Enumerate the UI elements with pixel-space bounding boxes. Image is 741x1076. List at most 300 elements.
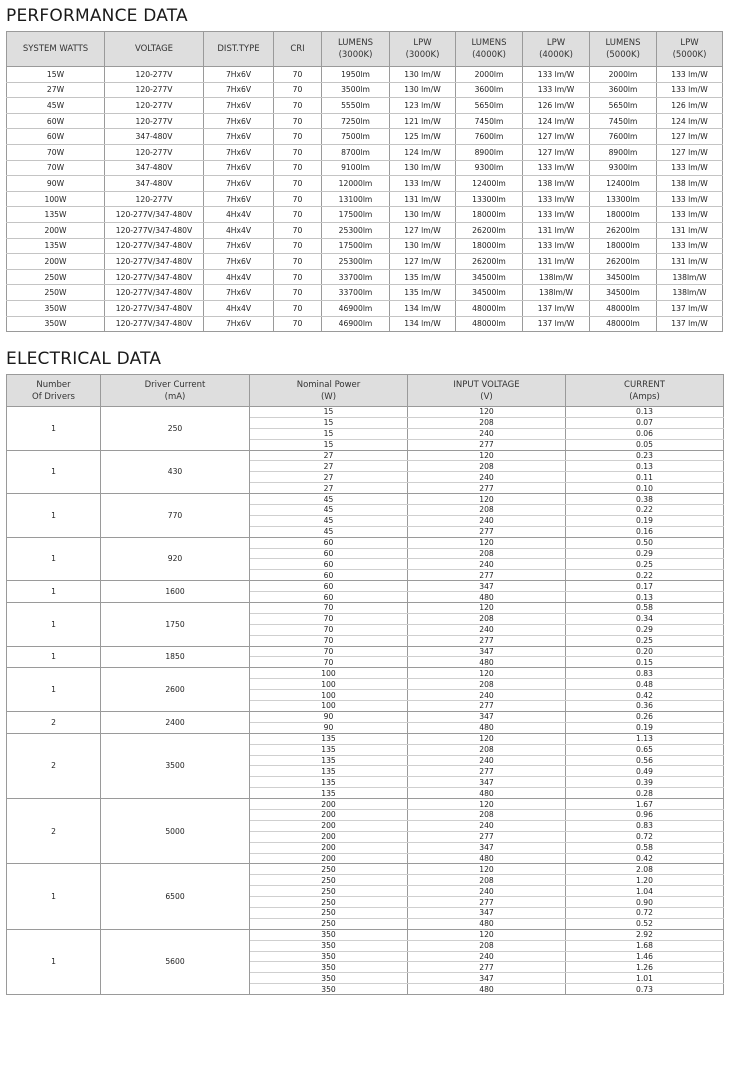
- performance-cell: 135 lm/W: [390, 269, 456, 285]
- performance-header-cell: DIST.TYPE: [204, 32, 274, 67]
- current-amps-cell: 0.06: [566, 428, 724, 439]
- performance-cell: 350W: [7, 316, 105, 332]
- input-voltage-cell: 277: [408, 483, 566, 494]
- performance-cell: 133 lm/W: [657, 207, 723, 223]
- performance-cell: 90W: [7, 176, 105, 192]
- performance-cell: 5550lm: [322, 98, 390, 114]
- performance-cell: 70: [274, 129, 322, 145]
- performance-cell: 7Hx6V: [204, 285, 274, 301]
- performance-row: [7, 113, 723, 129]
- input-voltage-cell: 120: [408, 929, 566, 940]
- performance-cell: 3500lm: [322, 82, 390, 98]
- nominal-power-cell: 15: [250, 439, 408, 450]
- performance-cell: 7Hx6V: [204, 191, 274, 207]
- current-amps-cell: 0.72: [566, 831, 724, 842]
- current-amps-cell: 2.08: [566, 864, 724, 875]
- performance-cell: 34500lm: [590, 285, 657, 301]
- performance-header-cell: LUMENS (5000K): [590, 32, 657, 67]
- electrical-row: [7, 450, 724, 461]
- performance-cell: 4Hx4V: [204, 300, 274, 316]
- current-amps-cell: 1.20: [566, 875, 724, 886]
- performance-cell: 25300lm: [322, 222, 390, 238]
- nominal-power-cell: 135: [250, 755, 408, 766]
- performance-cell: 8900lm: [590, 144, 657, 160]
- performance-header-cell: LUMENS (3000K): [322, 32, 390, 67]
- performance-cell: 9300lm: [590, 160, 657, 176]
- performance-cell: 347-480V: [105, 129, 204, 145]
- input-voltage-cell: 277: [408, 570, 566, 581]
- nominal-power-cell: 15: [250, 407, 408, 418]
- performance-cell: 60W: [7, 129, 105, 145]
- performance-cell: 70: [274, 191, 322, 207]
- current-amps-cell: 0.17: [566, 581, 724, 592]
- nominal-power-cell: 27: [250, 472, 408, 483]
- number-of-drivers-cell: 1: [7, 864, 101, 929]
- performance-cell: 120-277V/347-480V: [105, 222, 204, 238]
- performance-cell: 121 lm/W: [390, 113, 456, 129]
- current-amps-cell: 0.42: [566, 690, 724, 701]
- driver-current-cell: 5600: [101, 929, 250, 994]
- performance-cell: 133 lm/W: [523, 160, 590, 176]
- performance-cell: 135W: [7, 207, 105, 223]
- input-voltage-cell: 347: [408, 581, 566, 592]
- performance-cell: 18000lm: [456, 238, 523, 254]
- performance-cell: 26200lm: [590, 222, 657, 238]
- performance-cell: 133 lm/W: [657, 191, 723, 207]
- nominal-power-cell: 250: [250, 918, 408, 929]
- current-amps-cell: 0.38: [566, 494, 724, 505]
- current-amps-cell: 0.28: [566, 788, 724, 799]
- performance-cell: 250W: [7, 285, 105, 301]
- input-voltage-cell: 120: [408, 450, 566, 461]
- performance-header-cell: LPW (4000K): [523, 32, 590, 67]
- performance-row: [7, 67, 723, 83]
- performance-cell: 48000lm: [456, 316, 523, 332]
- input-voltage-cell: 240: [408, 515, 566, 526]
- number-of-drivers-cell: 1: [7, 668, 101, 712]
- performance-cell: 130 lm/W: [390, 207, 456, 223]
- input-voltage-cell: 208: [408, 505, 566, 516]
- input-voltage-cell: 277: [408, 701, 566, 712]
- performance-cell: 46900lm: [322, 316, 390, 332]
- electrical-row: [7, 537, 724, 548]
- input-voltage-cell: 240: [408, 820, 566, 831]
- input-voltage-cell: 480: [408, 918, 566, 929]
- current-amps-cell: 0.19: [566, 722, 724, 733]
- performance-cell: 130 lm/W: [390, 67, 456, 83]
- performance-cell: 70: [274, 98, 322, 114]
- performance-data-table: [6, 31, 723, 332]
- current-amps-cell: 2.92: [566, 929, 724, 940]
- performance-cell: 34500lm: [456, 269, 523, 285]
- input-voltage-cell: 240: [408, 472, 566, 483]
- current-amps-cell: 0.29: [566, 624, 724, 635]
- performance-cell: 4Hx4V: [204, 269, 274, 285]
- performance-cell: 17500lm: [322, 207, 390, 223]
- input-voltage-cell: 240: [408, 428, 566, 439]
- nominal-power-cell: 90: [250, 722, 408, 733]
- performance-cell: 18000lm: [456, 207, 523, 223]
- performance-cell: 45W: [7, 98, 105, 114]
- performance-cell: 135W: [7, 238, 105, 254]
- electrical-row: [7, 646, 724, 657]
- current-amps-cell: 0.49: [566, 766, 724, 777]
- number-of-drivers-cell: 1: [7, 450, 101, 494]
- performance-cell: 137 lm/W: [657, 300, 723, 316]
- performance-cell: 137 lm/W: [523, 316, 590, 332]
- current-amps-cell: 0.25: [566, 635, 724, 646]
- performance-cell: 26200lm: [456, 254, 523, 270]
- driver-current-cell: 2400: [101, 711, 250, 733]
- electrical-row: [7, 799, 724, 810]
- input-voltage-cell: 240: [408, 690, 566, 701]
- current-amps-cell: 0.50: [566, 537, 724, 548]
- current-amps-cell: 0.25: [566, 559, 724, 570]
- input-voltage-cell: 208: [408, 461, 566, 472]
- performance-cell: 7Hx6V: [204, 98, 274, 114]
- current-amps-cell: 1.46: [566, 951, 724, 962]
- current-amps-cell: 1.26: [566, 962, 724, 973]
- current-amps-cell: 0.13: [566, 407, 724, 418]
- performance-cell: 60W: [7, 113, 105, 129]
- nominal-power-cell: 90: [250, 711, 408, 722]
- nominal-power-cell: 250: [250, 864, 408, 875]
- input-voltage-cell: 208: [408, 548, 566, 559]
- nominal-power-cell: 250: [250, 897, 408, 908]
- performance-cell: 133 lm/W: [523, 67, 590, 83]
- driver-current-cell: 250: [101, 407, 250, 451]
- performance-cell: 130 lm/W: [390, 82, 456, 98]
- input-voltage-cell: 347: [408, 973, 566, 984]
- input-voltage-cell: 347: [408, 711, 566, 722]
- performance-cell: 120-277V/347-480V: [105, 316, 204, 332]
- performance-cell: 125 lm/W: [390, 129, 456, 145]
- performance-cell: 138 lm/W: [523, 176, 590, 192]
- performance-cell: 70: [274, 176, 322, 192]
- nominal-power-cell: 135: [250, 733, 408, 744]
- current-amps-cell: 0.42: [566, 853, 724, 864]
- nominal-power-cell: 70: [250, 624, 408, 635]
- performance-cell: 138lm/W: [523, 269, 590, 285]
- performance-cell: 120-277V/347-480V: [105, 238, 204, 254]
- nominal-power-cell: 200: [250, 831, 408, 842]
- performance-cell: 7600lm: [456, 129, 523, 145]
- performance-cell: 15W: [7, 67, 105, 83]
- performance-cell: 25300lm: [322, 254, 390, 270]
- current-amps-cell: 0.39: [566, 777, 724, 788]
- input-voltage-cell: 240: [408, 559, 566, 570]
- performance-cell: 46900lm: [322, 300, 390, 316]
- nominal-power-cell: 70: [250, 657, 408, 668]
- driver-current-cell: 3500: [101, 733, 250, 798]
- current-amps-cell: 0.96: [566, 809, 724, 820]
- performance-cell: 7450lm: [590, 113, 657, 129]
- nominal-power-cell: 350: [250, 962, 408, 973]
- driver-current-cell: 770: [101, 494, 250, 538]
- performance-cell: 70: [274, 222, 322, 238]
- current-amps-cell: 0.52: [566, 918, 724, 929]
- current-amps-cell: 0.26: [566, 711, 724, 722]
- input-voltage-cell: 120: [408, 537, 566, 548]
- performance-cell: 133 lm/W: [390, 176, 456, 192]
- performance-header-cell: VOLTAGE: [105, 32, 204, 67]
- performance-cell: 70: [274, 316, 322, 332]
- nominal-power-cell: 350: [250, 984, 408, 995]
- performance-cell: 120-277V/347-480V: [105, 269, 204, 285]
- performance-cell: 120-277V: [105, 113, 204, 129]
- performance-cell: 13300lm: [590, 191, 657, 207]
- current-amps-cell: 0.29: [566, 548, 724, 559]
- nominal-power-cell: 60: [250, 559, 408, 570]
- performance-row: [7, 144, 723, 160]
- number-of-drivers-cell: 1: [7, 581, 101, 603]
- number-of-drivers-cell: 2: [7, 733, 101, 798]
- current-amps-cell: 0.22: [566, 505, 724, 516]
- performance-cell: 2000lm: [456, 67, 523, 83]
- nominal-power-cell: 15: [250, 417, 408, 428]
- performance-header-cell: SYSTEM WATTS: [7, 32, 105, 67]
- performance-cell: 13100lm: [322, 191, 390, 207]
- performance-cell: 7Hx6V: [204, 254, 274, 270]
- performance-row: [7, 254, 723, 270]
- performance-cell: 7500lm: [322, 129, 390, 145]
- input-voltage-cell: 208: [408, 613, 566, 624]
- number-of-drivers-cell: 1: [7, 646, 101, 668]
- performance-row: [7, 207, 723, 223]
- performance-cell: 7Hx6V: [204, 129, 274, 145]
- performance-row: [7, 129, 723, 145]
- electrical-header-cell: INPUT VOLTAGE (V): [408, 375, 566, 407]
- input-voltage-cell: 120: [408, 733, 566, 744]
- current-amps-cell: 1.13: [566, 733, 724, 744]
- number-of-drivers-cell: 2: [7, 799, 101, 864]
- current-amps-cell: 0.48: [566, 679, 724, 690]
- nominal-power-cell: 135: [250, 744, 408, 755]
- nominal-power-cell: 60: [250, 581, 408, 592]
- input-voltage-cell: 277: [408, 766, 566, 777]
- performance-cell: 120-277V/347-480V: [105, 254, 204, 270]
- nominal-power-cell: 350: [250, 940, 408, 951]
- performance-cell: 100W: [7, 191, 105, 207]
- performance-cell: 123 lm/W: [390, 98, 456, 114]
- performance-cell: 133 lm/W: [657, 238, 723, 254]
- electrical-row: [7, 603, 724, 614]
- performance-cell: 138lm/W: [657, 269, 723, 285]
- input-voltage-cell: 240: [408, 951, 566, 962]
- performance-cell: 7Hx6V: [204, 176, 274, 192]
- performance-cell: 70W: [7, 160, 105, 176]
- performance-cell: 8700lm: [322, 144, 390, 160]
- electrical-row: [7, 494, 724, 505]
- performance-cell: 127 lm/W: [657, 129, 723, 145]
- nominal-power-cell: 27: [250, 483, 408, 494]
- performance-row: [7, 222, 723, 238]
- input-voltage-cell: 240: [408, 624, 566, 635]
- input-voltage-cell: 480: [408, 788, 566, 799]
- performance-cell: 127 lm/W: [390, 222, 456, 238]
- nominal-power-cell: 135: [250, 777, 408, 788]
- performance-cell: 34500lm: [456, 285, 523, 301]
- performance-cell: 48000lm: [590, 316, 657, 332]
- performance-cell: 347-480V: [105, 176, 204, 192]
- driver-current-cell: 430: [101, 450, 250, 494]
- current-amps-cell: 0.13: [566, 461, 724, 472]
- current-amps-cell: 0.07: [566, 417, 724, 428]
- performance-cell: 120-277V: [105, 144, 204, 160]
- electrical-row: [7, 733, 724, 744]
- performance-cell: 70: [274, 113, 322, 129]
- input-voltage-cell: 208: [408, 875, 566, 886]
- performance-cell: 17500lm: [322, 238, 390, 254]
- current-amps-cell: 1.04: [566, 886, 724, 897]
- input-voltage-cell: 480: [408, 984, 566, 995]
- nominal-power-cell: 200: [250, 809, 408, 820]
- performance-cell: 7600lm: [590, 129, 657, 145]
- performance-cell: 250W: [7, 269, 105, 285]
- input-voltage-cell: 277: [408, 635, 566, 646]
- performance-cell: 124 lm/W: [657, 113, 723, 129]
- current-amps-cell: 0.19: [566, 515, 724, 526]
- performance-cell: 18000lm: [590, 238, 657, 254]
- current-amps-cell: 0.11: [566, 472, 724, 483]
- electrical-row: [7, 407, 724, 418]
- performance-header-cell: LPW (5000K): [657, 32, 723, 67]
- performance-cell: 7Hx6V: [204, 113, 274, 129]
- nominal-power-cell: 100: [250, 668, 408, 679]
- nominal-power-cell: 60: [250, 537, 408, 548]
- nominal-power-cell: 45: [250, 494, 408, 505]
- current-amps-cell: 0.65: [566, 744, 724, 755]
- performance-cell: 1950lm: [322, 67, 390, 83]
- nominal-power-cell: 200: [250, 842, 408, 853]
- input-voltage-cell: 120: [408, 864, 566, 875]
- current-amps-cell: 0.05: [566, 439, 724, 450]
- driver-current-cell: 5000: [101, 799, 250, 864]
- current-amps-cell: 1.67: [566, 799, 724, 810]
- performance-row: [7, 98, 723, 114]
- nominal-power-cell: 60: [250, 548, 408, 559]
- current-amps-cell: 1.68: [566, 940, 724, 951]
- electrical-header-row: [7, 375, 724, 407]
- performance-cell: 70: [274, 238, 322, 254]
- performance-cell: 120-277V: [105, 191, 204, 207]
- performance-cell: 134 lm/W: [390, 300, 456, 316]
- performance-cell: 131 lm/W: [523, 222, 590, 238]
- input-voltage-cell: 120: [408, 407, 566, 418]
- performance-cell: 2000lm: [590, 67, 657, 83]
- current-amps-cell: 0.83: [566, 820, 724, 831]
- nominal-power-cell: 27: [250, 450, 408, 461]
- performance-cell: 120-277V: [105, 98, 204, 114]
- performance-cell: 7250lm: [322, 113, 390, 129]
- performance-cell: 26200lm: [456, 222, 523, 238]
- nominal-power-cell: 250: [250, 907, 408, 918]
- nominal-power-cell: 250: [250, 875, 408, 886]
- performance-cell: 127 lm/W: [523, 144, 590, 160]
- nominal-power-cell: 250: [250, 886, 408, 897]
- performance-row: [7, 191, 723, 207]
- current-amps-cell: 0.23: [566, 450, 724, 461]
- performance-cell: 70: [274, 300, 322, 316]
- performance-row: [7, 285, 723, 301]
- performance-cell: 9300lm: [456, 160, 523, 176]
- performance-cell: 134 lm/W: [390, 316, 456, 332]
- performance-cell: 70: [274, 285, 322, 301]
- number-of-drivers-cell: 2: [7, 711, 101, 733]
- input-voltage-cell: 208: [408, 809, 566, 820]
- electrical-data-title: ELECTRICAL DATA: [6, 349, 162, 369]
- input-voltage-cell: 480: [408, 722, 566, 733]
- nominal-power-cell: 15: [250, 428, 408, 439]
- driver-current-cell: 1600: [101, 581, 250, 603]
- performance-cell: 33700lm: [322, 285, 390, 301]
- performance-cell: 133 lm/W: [523, 238, 590, 254]
- input-voltage-cell: 277: [408, 962, 566, 973]
- performance-cell: 7Hx6V: [204, 144, 274, 160]
- performance-cell: 131 lm/W: [657, 222, 723, 238]
- performance-cell: 48000lm: [456, 300, 523, 316]
- number-of-drivers-cell: 1: [7, 929, 101, 994]
- performance-cell: 133 lm/W: [657, 160, 723, 176]
- performance-cell: 138lm/W: [523, 285, 590, 301]
- performance-cell: 126 lm/W: [523, 98, 590, 114]
- nominal-power-cell: 135: [250, 788, 408, 799]
- performance-cell: 347-480V: [105, 160, 204, 176]
- input-voltage-cell: 240: [408, 886, 566, 897]
- performance-header-cell: LUMENS (4000K): [456, 32, 523, 67]
- performance-cell: 133 lm/W: [523, 207, 590, 223]
- current-amps-cell: 0.34: [566, 613, 724, 624]
- performance-cell: 133 lm/W: [523, 82, 590, 98]
- driver-current-cell: 2600: [101, 668, 250, 712]
- nominal-power-cell: 70: [250, 613, 408, 624]
- current-amps-cell: 1.01: [566, 973, 724, 984]
- performance-cell: 120-277V/347-480V: [105, 207, 204, 223]
- input-voltage-cell: 347: [408, 907, 566, 918]
- performance-cell: 200W: [7, 254, 105, 270]
- performance-cell: 34500lm: [590, 269, 657, 285]
- electrical-header-cell: Number Of Drivers: [7, 375, 101, 407]
- nominal-power-cell: 60: [250, 592, 408, 603]
- input-voltage-cell: 347: [408, 842, 566, 853]
- performance-cell: 7Hx6V: [204, 67, 274, 83]
- input-voltage-cell: 240: [408, 755, 566, 766]
- performance-cell: 7Hx6V: [204, 238, 274, 254]
- nominal-power-cell: 45: [250, 515, 408, 526]
- current-amps-cell: 0.16: [566, 526, 724, 537]
- performance-cell: 124 lm/W: [523, 113, 590, 129]
- performance-row: [7, 82, 723, 98]
- performance-cell: 70: [274, 144, 322, 160]
- current-amps-cell: 0.58: [566, 603, 724, 614]
- nominal-power-cell: 350: [250, 929, 408, 940]
- input-voltage-cell: 208: [408, 417, 566, 428]
- performance-cell: 135 lm/W: [390, 285, 456, 301]
- nominal-power-cell: 350: [250, 973, 408, 984]
- input-voltage-cell: 208: [408, 679, 566, 690]
- current-amps-cell: 0.13: [566, 592, 724, 603]
- nominal-power-cell: 200: [250, 853, 408, 864]
- current-amps-cell: 0.72: [566, 907, 724, 918]
- performance-header-cell: LPW (3000K): [390, 32, 456, 67]
- performance-cell: 138lm/W: [657, 285, 723, 301]
- performance-cell: 8900lm: [456, 144, 523, 160]
- nominal-power-cell: 200: [250, 820, 408, 831]
- nominal-power-cell: 100: [250, 690, 408, 701]
- driver-current-cell: 1850: [101, 646, 250, 668]
- input-voltage-cell: 208: [408, 940, 566, 951]
- current-amps-cell: 0.36: [566, 701, 724, 712]
